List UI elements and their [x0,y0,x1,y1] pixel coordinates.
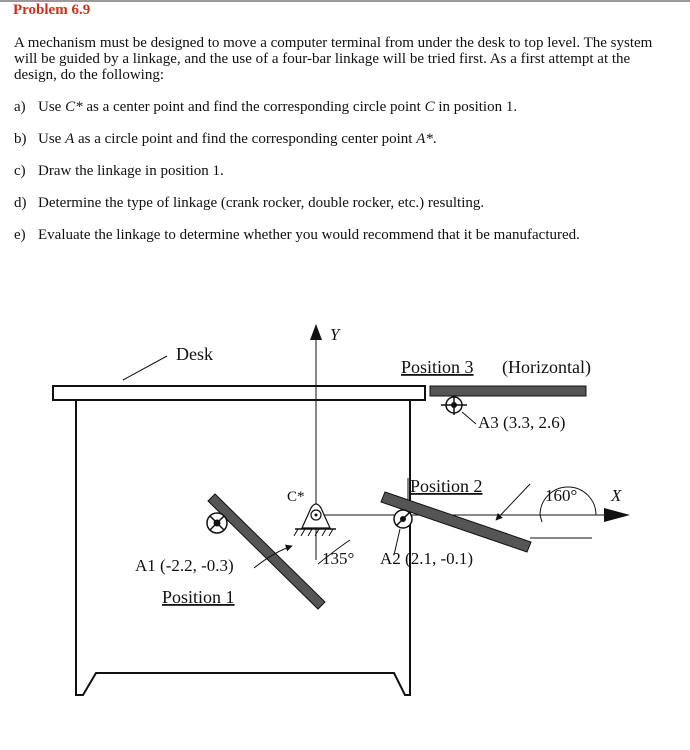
task-a-label: a) [14,99,26,115]
problem-title: Problem 6.9 [13,2,91,18]
task-e-text: Evaluate the linkage to determine whether you would recommend that it be manufactured. [38,227,580,243]
task-c-label: c) [14,163,26,179]
position3-link [430,386,586,396]
task-a-text-1: Use [38,99,66,115]
a1-label: A1 (-2.2, -0.3) [135,556,234,575]
desk-top [53,386,425,400]
position3-label: Position 3 [401,357,474,377]
desk-label: Desk [176,344,213,364]
position3-note: (Horizontal) [502,357,591,377]
y-axis-label: Y [330,325,340,344]
task-a-em-2: C [424,99,435,115]
task-c-text: Draw the linkage in position 1. [38,163,224,179]
task-a-text-2: as a center point and find the corresponding circle point [82,99,425,115]
task-b-em-2: A* [416,131,433,147]
angle2-arc-tail [540,515,542,522]
x-axis-label: X [611,486,622,505]
task-a-text-3: in position 1. [434,99,518,115]
angle2-label: 160° [545,486,578,505]
angle1-label: 135° [322,549,355,568]
desk-body [76,400,410,695]
task-d-label: d) [14,195,27,211]
y-axis-arrow [310,324,322,340]
problem-statement: A mechanism must be designed to move a computer terminal from under the desk to top level. The system will be guided by a linkage, and the use of a four-bar linkage will be tried first. As a first attempt at the design, do the following: [14,35,653,83]
x-axis-arrow [604,508,630,522]
a3-label: A3 (3.3, 2.6) [478,413,566,432]
position2-label: Position 2 [410,476,483,496]
task-d-text: Determine the type of linkage (crank rocker, double rocker, etc.) resulting. [38,195,485,211]
a3-leader-line [462,412,476,424]
a3-pivot-icon [441,395,467,415]
a1-pivot-icon [207,513,227,533]
task-b-text-1: Use [38,131,66,147]
task-b-label: b) [14,131,27,147]
a2-pivot-icon [394,510,412,528]
task-a-em-1: C* [65,99,83,115]
position1-label: Position 1 [162,587,235,607]
c-star-ground-pivot-icon [294,504,336,536]
c-star-label: C* [287,489,305,505]
desk-leader-line [123,356,167,380]
a2-label: A2 (2.1, -0.1) [380,549,474,568]
task-e-label: e) [14,227,26,243]
task-b-text-2: as a circle point and find the corresponding center point [74,131,417,147]
task-b-em-1: A [65,131,75,147]
task-b-text-3: . [432,131,437,147]
